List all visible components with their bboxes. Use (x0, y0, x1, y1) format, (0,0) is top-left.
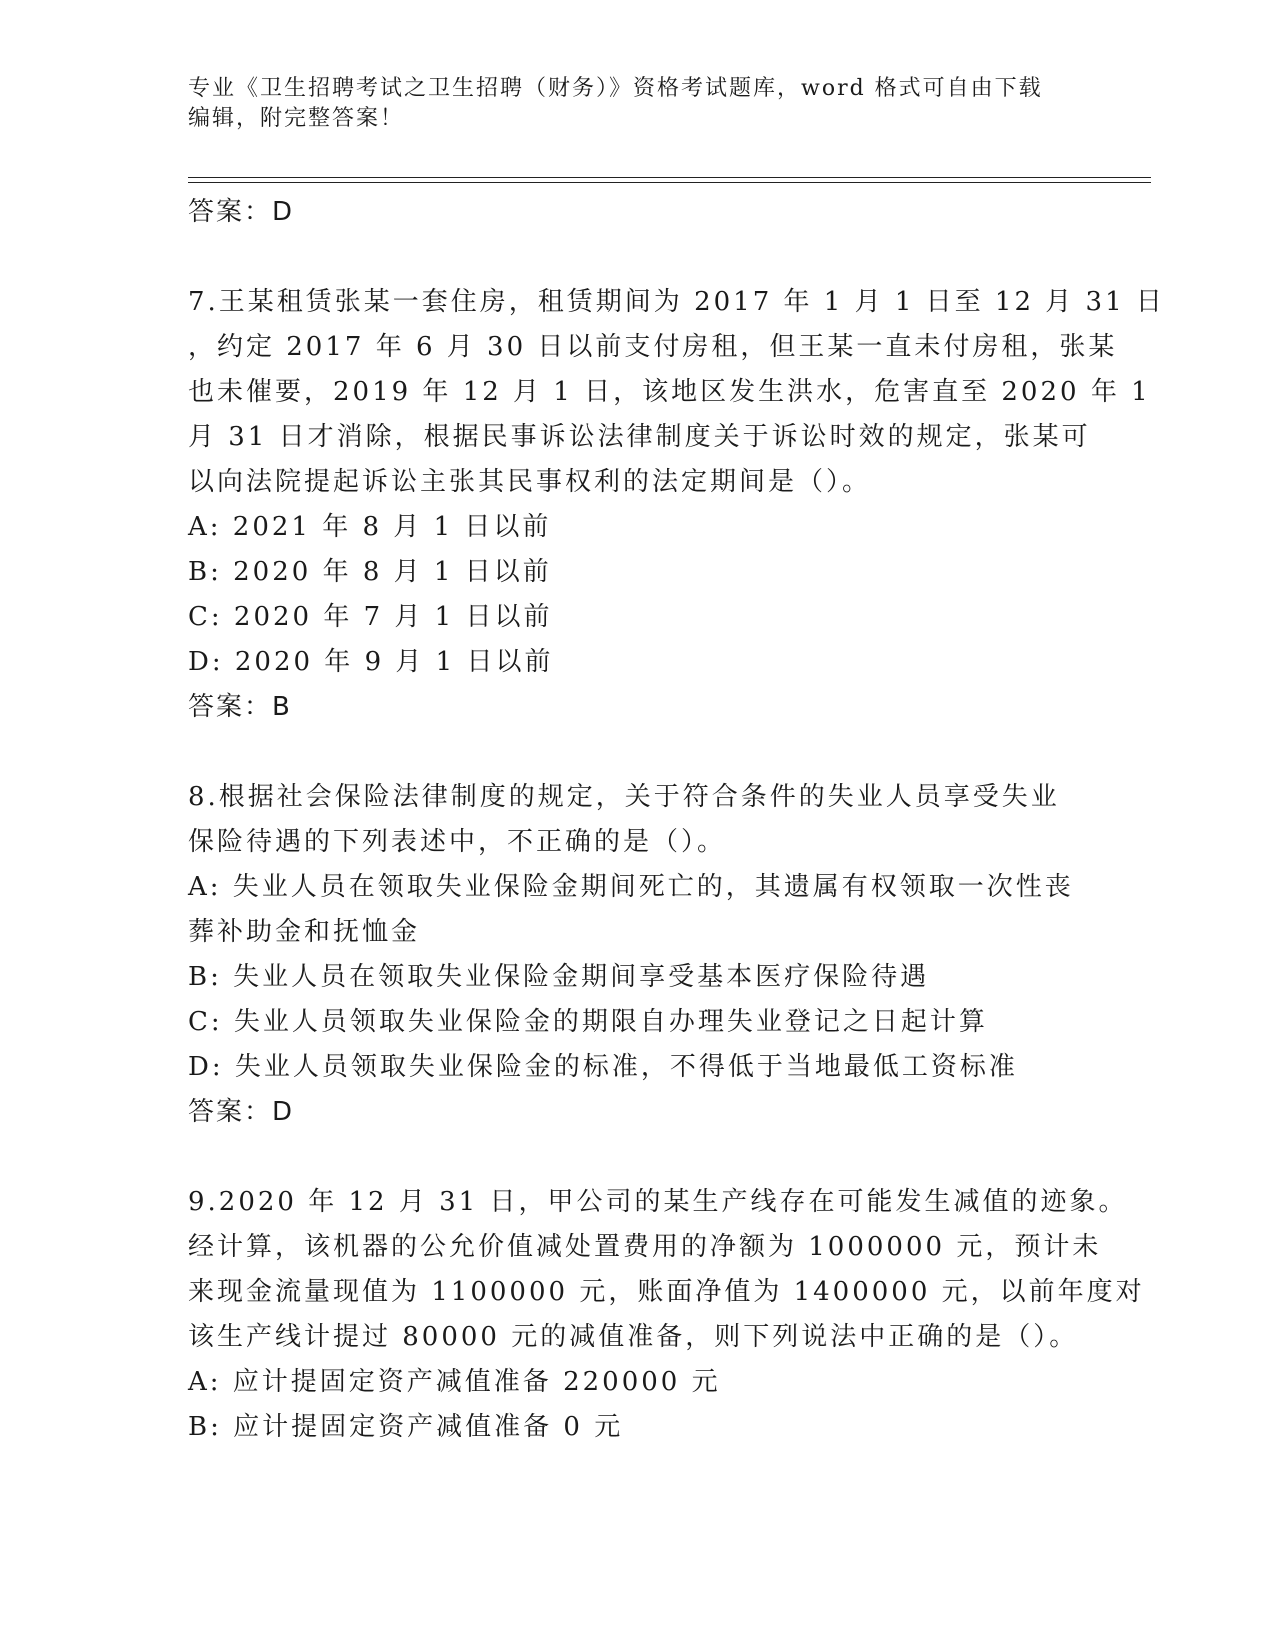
option-a: A: 应计提固定资产减值准备 220000 元 (188, 1367, 721, 1397)
option-d: D: 2020 年 9 月 1 日以前 (188, 647, 554, 677)
spacer (188, 1135, 1088, 1180)
option-c: C: 失业人员领取失业保险金的期限自办理失业登记之日起计算 (188, 1007, 988, 1037)
option-a-continued: 葬补助金和抚恤金 (188, 917, 421, 947)
page-header (188, 74, 1068, 134)
header-line: 专业《卫生招聘考试之卫生招聘（财务）》资格考试题库，word 格式可自由下载 (188, 76, 1043, 101)
question-7 (188, 280, 1165, 730)
question-8 (188, 775, 1088, 1135)
question-text: 经计算，该机器的公允价值减处置费用的净额为 1000000 元，预计未 (188, 1232, 1102, 1262)
question-content (188, 190, 1165, 1450)
question-text: 也未催要，2019 年 12 月 1 日，该地区发生洪水，危害直至 2020 年 1 (188, 377, 1151, 407)
answer-line: 答案：D (188, 197, 295, 227)
question-9 (188, 1180, 1145, 1450)
question-text: 9.2020 年 12 月 31 日，甲公司的某生产线存在可能发生减值的迹象。 (188, 1187, 1128, 1217)
question-text: 7.王某租赁张某一套住房，租赁期间为 2017 年 1 月 1 日至 12 月 31 日 (188, 287, 1165, 317)
question-text: 该生产线计提过 80000 元的减值准备，则下列说法中正确的是（）。 (188, 1322, 1079, 1352)
spacer (188, 730, 1088, 775)
answer-line: 答案：D (188, 1097, 295, 1127)
option-b: B: 应计提固定资产减值准备 0 元 (188, 1412, 624, 1442)
option-b: B: 失业人员在领取失业保险金期间享受基本医疗保险待遇 (188, 962, 930, 992)
question-text: 保险待遇的下列表述中，不正确的是（）。 (188, 827, 727, 857)
option-a: A: 失业人员在领取失业保险金期间死亡的，其遗属有权领取一次性丧 (188, 872, 1074, 902)
option-c: C: 2020 年 7 月 1 日以前 (188, 602, 553, 632)
header-divider (188, 182, 1151, 183)
header-line: 编辑，附完整答案！ (188, 106, 405, 131)
question-text: ，约定 2017 年 6 月 30 日以前支付房租，但王某一直未付房租，张某 (188, 332, 1118, 362)
option-d: D: 失业人员领取失业保险金的标准，不得低于当地最低工资标准 (188, 1052, 1018, 1082)
spacer (188, 235, 1088, 280)
question-text: 月 31 日才消除，根据民事诉讼法律制度关于诉讼时效的规定，张某可 (188, 422, 1091, 452)
question-text: 来现金流量现值为 1100000 元，账面净值为 1400000 元，以前年度对 (188, 1277, 1145, 1307)
question-text: 8.根据社会保险法律制度的规定，关于符合条件的失业人员享受失业 (188, 782, 1060, 812)
question-text: 以向法院提起诉讼主张其民事权利的法定期间是（）。 (188, 467, 872, 497)
answer-line: 答案：B (188, 692, 292, 722)
option-b: B: 2020 年 8 月 1 日以前 (188, 557, 552, 587)
option-a: A: 2021 年 8 月 1 日以前 (188, 512, 552, 542)
header-divider (188, 177, 1151, 178)
